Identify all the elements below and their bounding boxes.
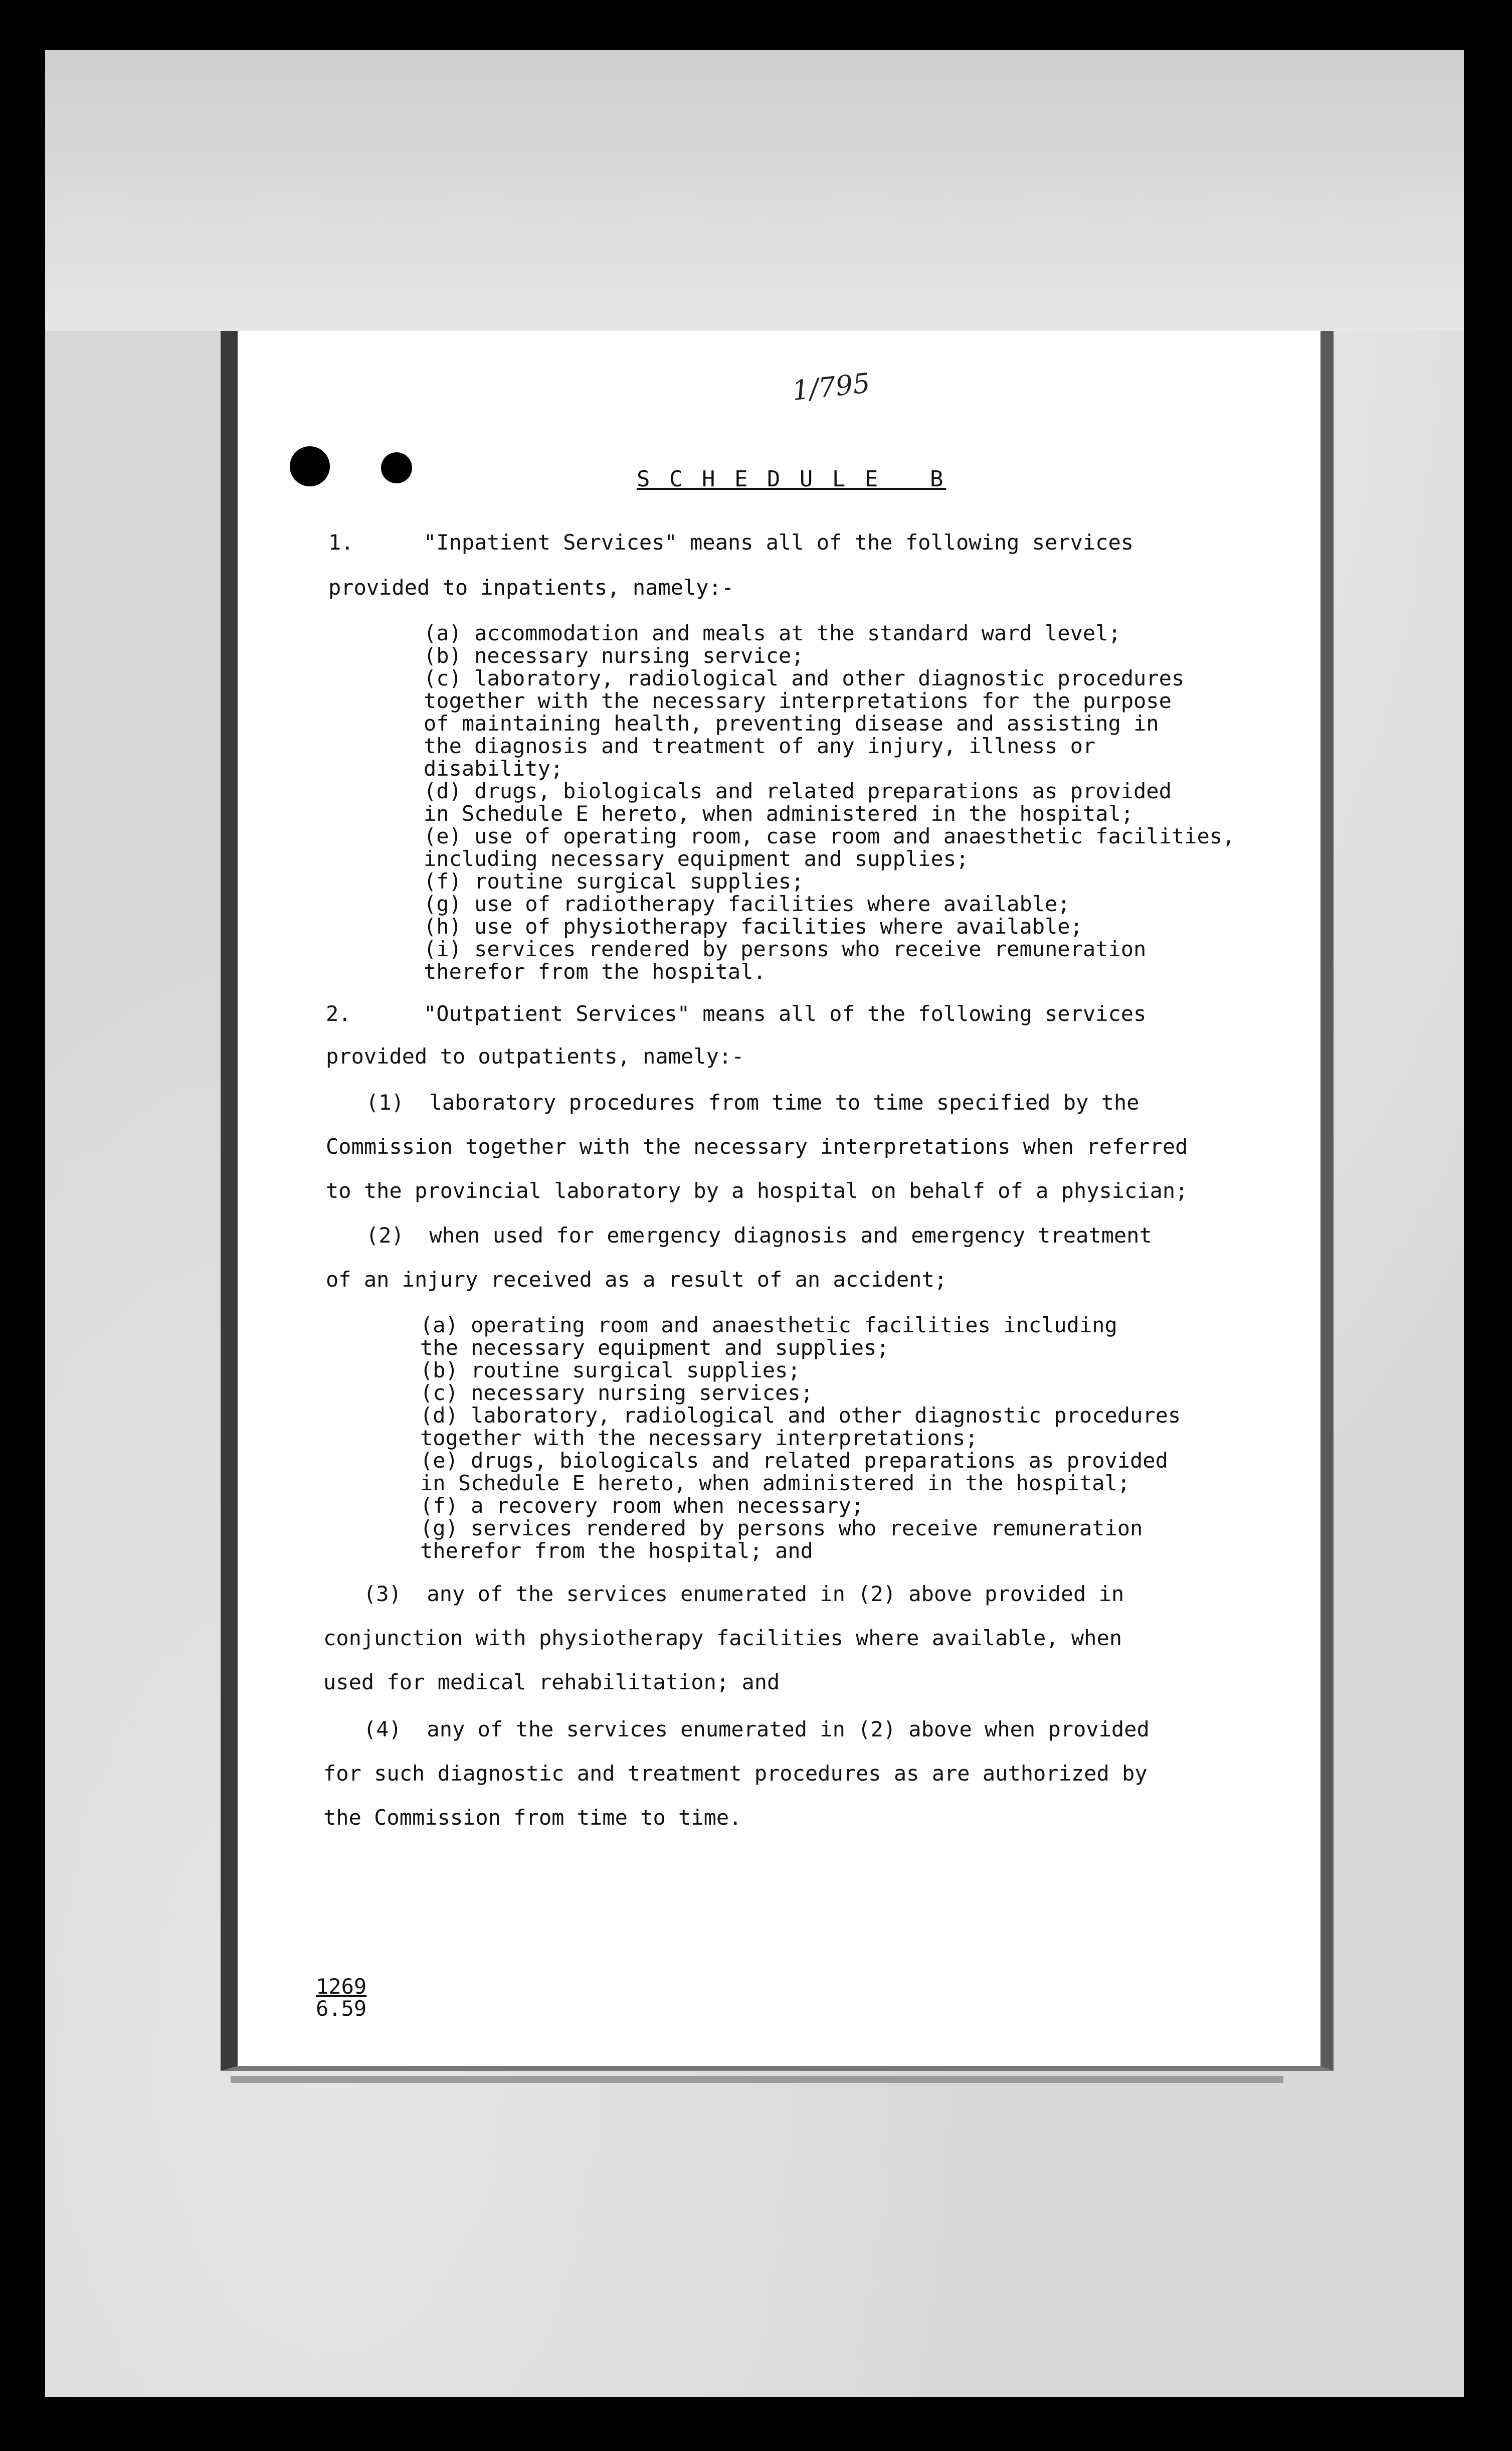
section-2-intro-line-1: "Outpatient Services" means all of the following services bbox=[424, 1001, 1147, 1026]
section-2-item-line: therefor from the hospital; and bbox=[420, 1538, 813, 1563]
section-2-intro-line-2: provided to outpatients, namely:- bbox=[326, 1044, 744, 1069]
section-2-paragraph-3 bbox=[323, 1572, 1124, 1704]
section-1-number: 1. bbox=[328, 530, 354, 555]
section-1-item-line: (a) accommodation and meals at the standard ward level; bbox=[424, 621, 1121, 645]
section-1-item-list bbox=[424, 622, 1235, 983]
section-2-paragraph-2 bbox=[326, 1213, 1152, 1302]
section-1-intro-line-2: provided to inpatients, namely:- bbox=[328, 575, 734, 600]
section-2-paragraph-2-line: (2) when used for emergency diagnosis and emergency treatment bbox=[366, 1223, 1152, 1248]
section-2-item-line: the necessary equipment and supplies; bbox=[420, 1335, 889, 1360]
section-2-item-line: (a) operating room and anaesthetic facilities including bbox=[420, 1313, 1117, 1337]
section-1-item-line: of maintaining health, preventing disease and assisting in bbox=[424, 711, 1159, 736]
section-1-item-line: (e) use of operating room, case room and anaesthetic facilities, bbox=[424, 824, 1235, 848]
section-2-item-line: (e) drugs, biologicals and related preparations as provided bbox=[420, 1448, 1168, 1473]
page-edge-shadow bbox=[231, 2076, 1283, 2083]
section-1-item-line: (c) laboratory, radiological and other diagnostic procedures bbox=[424, 666, 1185, 690]
section-1-item-line: (f) routine surgical supplies; bbox=[424, 869, 804, 894]
punch-hole-right bbox=[381, 452, 412, 483]
section-2-paragraph-1-line: Commission together with the necessary interpretations when referred bbox=[326, 1134, 1188, 1159]
section-2-paragraph-3-line: (3) any of the services enumerated in (2) above provided in bbox=[363, 1582, 1124, 1606]
section-1-item-line: (h) use of physiotherapy facilities where available; bbox=[424, 914, 1083, 939]
section-2-paragraph-3-line: conjunction with physiotherapy facilities where available, when bbox=[323, 1626, 1122, 1650]
section-1-item-line: (i) services rendered by persons who receive remuneration bbox=[424, 937, 1147, 961]
section-2-item-line: (b) routine surgical supplies; bbox=[420, 1358, 801, 1382]
form-number-top: 1269 bbox=[316, 1974, 367, 1999]
section-2-paragraph-2-item-list bbox=[420, 1314, 1181, 1562]
section-1-item-line: (g) use of radiotherapy facilities where available; bbox=[424, 892, 1070, 916]
form-number-bottom: 6.59 bbox=[316, 1996, 367, 2021]
section-1-item-line: the diagnosis and treatment of any injury, illness or bbox=[424, 734, 1096, 758]
section-2-paragraph-3-line: used for medical rehabilitation; and bbox=[323, 1670, 780, 1694]
section-1-item-line: disability; bbox=[424, 756, 563, 781]
section-2-paragraph-4-line: (4) any of the services enumerated in (2) above when provided bbox=[363, 1717, 1150, 1741]
section-2-item-line: (c) necessary nursing services; bbox=[420, 1380, 813, 1405]
section-2-paragraph-2-line: of an injury received as a result of an accident; bbox=[326, 1267, 948, 1292]
section-2-item-line: (f) a recovery room when necessary; bbox=[420, 1493, 864, 1518]
section-2-paragraph-4 bbox=[323, 1707, 1150, 1840]
punch-hole-left bbox=[290, 446, 330, 486]
section-2-paragraph-4-line: for such diagnostic and treatment procedures as are authorized by bbox=[323, 1761, 1148, 1786]
schedule-heading: S C H E D U L E B bbox=[637, 466, 947, 492]
form-number bbox=[316, 1976, 366, 2020]
section-1-item-line: therefor from the hospital. bbox=[424, 959, 766, 984]
section-2-item-line: (d) laboratory, radiological and other diagnostic procedures bbox=[420, 1403, 1181, 1428]
section-2-item-line: in Schedule E hereto, when administered in the hospital; bbox=[420, 1471, 1130, 1495]
section-1-item-line: (b) necessary nursing service; bbox=[424, 643, 804, 668]
section-1-item-line: including necessary equipment and supplies; bbox=[424, 846, 969, 871]
section-2-item-line: (g) services rendered by persons who receive remuneration bbox=[420, 1516, 1143, 1540]
section-1-item-line: in Schedule E hereto, when administered in the hospital; bbox=[424, 801, 1134, 826]
section-2-paragraph-1-line: (1) laboratory procedures from time to time specified by the bbox=[366, 1090, 1140, 1115]
scan-top-band bbox=[45, 50, 1464, 331]
handwritten-folio-number: 1/795 bbox=[791, 367, 872, 407]
section-1-item-line: (d) drugs, biologicals and related preparations as provided bbox=[424, 779, 1172, 803]
section-2-number: 2. bbox=[326, 1001, 351, 1026]
section-1-intro-line-1: "Inpatient Services" means all of the following services bbox=[424, 530, 1134, 555]
section-2-paragraph-4-line: the Commission from time to time. bbox=[323, 1805, 742, 1830]
section-2-paragraph-1 bbox=[326, 1081, 1188, 1213]
section-2-item-line: together with the necessary interpretations; bbox=[420, 1426, 978, 1450]
section-2-paragraph-1-line: to the provincial laboratory by a hospital on behalf of a physician; bbox=[326, 1178, 1188, 1203]
section-1-item-line: together with the necessary interpretations for the purpose bbox=[424, 688, 1172, 713]
